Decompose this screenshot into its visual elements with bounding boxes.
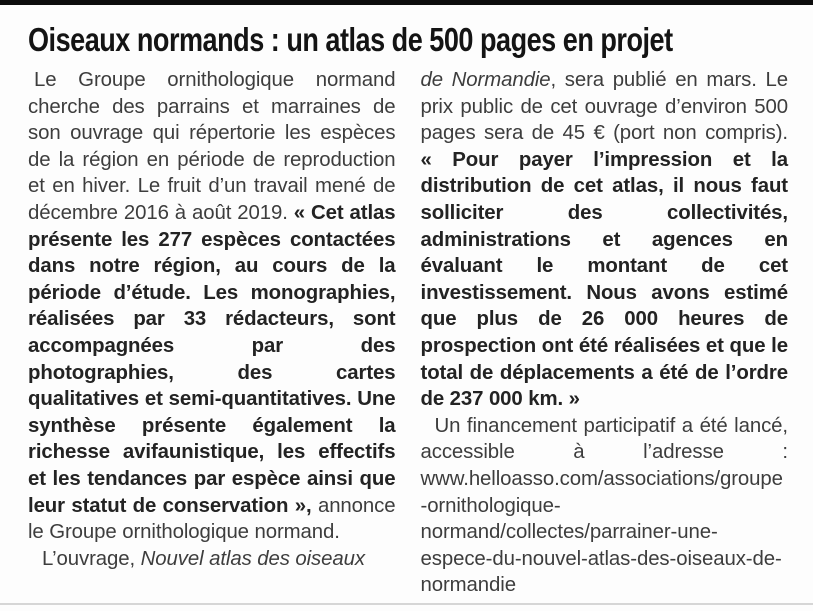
- column-right: [421, 67, 789, 599]
- bottom-rule: [0, 603, 813, 605]
- body-text: , sera publié en mars. Le prix public de cet ouvrage d’environ 500 pages sera de 45 € (port non compris).: [420, 69, 788, 145]
- article-body: [28, 67, 788, 599]
- paragraph-lead: [28, 67, 396, 546]
- article-headline: Oiseaux normands : un atlas de 500 pages en projet: [28, 21, 673, 58]
- top-rule: [0, 0, 813, 5]
- quote-text: « Cet atlas présente les 277 espèces contactées dans notre région, au cours de la période d’étude. Les monographies, réalisées par 33 rédacteurs, sont accompagnées par des photographies, des cartes qualitatives et semi-quantitatives. Une synthèse présente également la richesse avifaunistique, les effectifs et les tendances par espèce ainsi que leur statut de conservation »,: [28, 201, 396, 517]
- funding-url: www.helloasso.com/associations/groupe-ornithologique-normand/collectes/parrainer-une-espece-du-nouvel-atlas-des-oiseaux-de-normandie: [420, 467, 783, 597]
- book-title-continued: de Normandie: [420, 69, 551, 91]
- body-text: Un financement participatif a été lancé, accessible à l’adresse :: [420, 414, 788, 464]
- paragraph-continuation: [421, 67, 789, 413]
- paragraph-funding: [421, 413, 789, 599]
- body-text: L’ouvrage,: [42, 547, 141, 570]
- quote-text: « Pour payer l’impression et la distribution de cet atlas, il nous faut solliciter des collectivités, administrations et agences en évaluant le montant de cet investissement. Nous avons estimé que plus de 26 000 heures de prospection ont été réalisées et que le total de déplacements a été de l’ordre de 237 000 km. »: [420, 148, 788, 411]
- column-left: [28, 67, 396, 599]
- book-title: Nouvel atlas des oiseaux: [140, 547, 365, 570]
- paragraph-book: [28, 546, 396, 573]
- body-text-intro: Le Groupe ornithologique normand cherche des parrains et marraines de son ouvrage qui répertorie les espèces de la région en période de reproduction et en hiver. Le fruit d’un travail mené de décembre 2016 à août 2019.: [28, 69, 396, 224]
- attribution-text: annonce le Groupe ornithologique normand.: [28, 494, 396, 544]
